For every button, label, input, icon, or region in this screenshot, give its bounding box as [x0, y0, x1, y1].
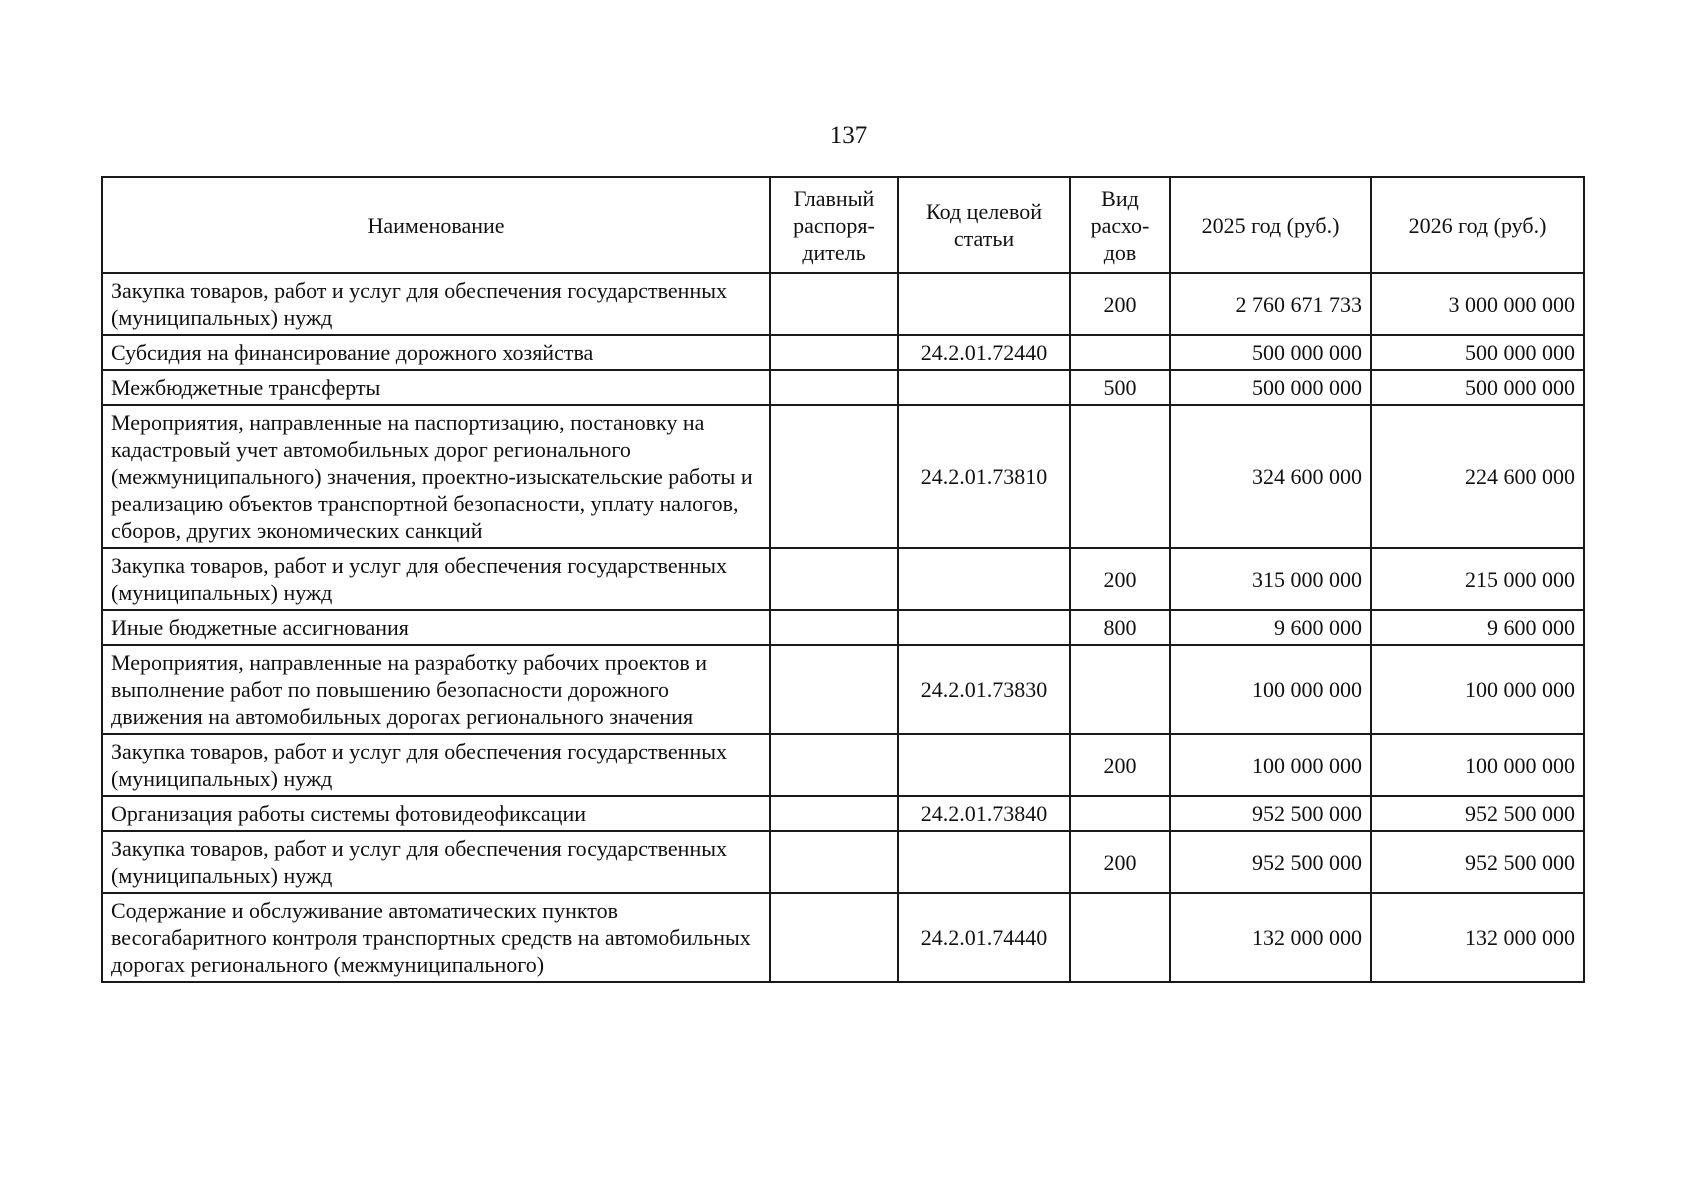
row-expense-type: 200: [1070, 273, 1170, 335]
row-target-code: 24.2.01.72440: [898, 335, 1070, 370]
row-amount-2026: 9 600 000: [1371, 610, 1584, 645]
row-amount-2025: 2 760 671 733: [1170, 273, 1371, 335]
row-target-code: [898, 831, 1070, 893]
table-row: [102, 335, 1584, 370]
row-expense-type: [1070, 405, 1170, 548]
header-target-code: Код целевой статьи: [898, 177, 1070, 273]
row-main-manager: [770, 893, 898, 982]
row-name: Закупка товаров, работ и услуг для обеспечения государственных (муниципальных) нужд: [102, 548, 770, 610]
row-amount-2025: 500 000 000: [1170, 335, 1371, 370]
row-amount-2026: 100 000 000: [1371, 645, 1584, 734]
row-main-manager: [770, 273, 898, 335]
row-target-code: 24.2.01.73830: [898, 645, 1070, 734]
row-target-code: 24.2.01.73840: [898, 796, 1070, 831]
table-row: [102, 273, 1584, 335]
row-expense-type: [1070, 796, 1170, 831]
row-main-manager: [770, 335, 898, 370]
row-name: Мероприятия, направленные на разработку рабочих проектов и выполнение работ по повышению безопасности дорожного движения на автомобильных дорогах регионального значения: [102, 645, 770, 734]
table-row: [102, 548, 1584, 610]
row-expense-type: 500: [1070, 370, 1170, 405]
row-amount-2025: 100 000 000: [1170, 645, 1371, 734]
row-name: Закупка товаров, работ и услуг для обеспечения государственных (муниципальных) нужд: [102, 734, 770, 796]
page-number: 137: [829, 122, 868, 149]
row-expense-type: [1070, 335, 1170, 370]
header-year-2026: 2026 год (руб.): [1371, 177, 1584, 273]
row-target-code: 24.2.01.74440: [898, 893, 1070, 982]
row-amount-2025: 500 000 000: [1170, 370, 1371, 405]
row-main-manager: [770, 370, 898, 405]
row-target-code: [898, 548, 1070, 610]
row-amount-2025: 100 000 000: [1170, 734, 1371, 796]
row-name: Закупка товаров, работ и услуг для обеспечения государственных (муниципальных) нужд: [102, 273, 770, 335]
row-amount-2025: 9 600 000: [1170, 610, 1371, 645]
row-main-manager: [770, 405, 898, 548]
row-amount-2025: 315 000 000: [1170, 548, 1371, 610]
header-expense-type: Вид расхо-дов: [1070, 177, 1170, 273]
row-main-manager: [770, 734, 898, 796]
table-row: [102, 893, 1584, 982]
row-name: Субсидия на финансирование дорожного хозяйства: [102, 335, 770, 370]
row-amount-2026: 224 600 000: [1371, 405, 1584, 548]
row-name: Закупка товаров, работ и услуг для обеспечения государственных (муниципальных) нужд: [102, 831, 770, 893]
row-name: Содержание и обслуживание автоматических пунктов весогабаритного контроля транспортных средств на автомобильных дорогах регионального (межмуниципального): [102, 893, 770, 982]
table-row: [102, 370, 1584, 405]
table-row: [102, 405, 1584, 548]
row-amount-2025: 952 500 000: [1170, 831, 1371, 893]
row-amount-2026: 500 000 000: [1371, 370, 1584, 405]
budget-table: [101, 176, 1585, 983]
header-name: Наименование: [102, 177, 770, 273]
row-expense-type: [1070, 645, 1170, 734]
row-amount-2025: 324 600 000: [1170, 405, 1371, 548]
row-expense-type: 200: [1070, 831, 1170, 893]
row-name: Организация работы системы фотовидеофиксации: [102, 796, 770, 831]
table-row: [102, 734, 1584, 796]
row-main-manager: [770, 831, 898, 893]
row-expense-type: 200: [1070, 734, 1170, 796]
row-amount-2025: 952 500 000: [1170, 796, 1371, 831]
row-main-manager: [770, 645, 898, 734]
table-row: [102, 796, 1584, 831]
row-main-manager: [770, 796, 898, 831]
row-main-manager: [770, 548, 898, 610]
row-name: Мероприятия, направленные на паспортизацию, постановку на кадастровый учет автомобильных дорог регионального (межмуниципального) значения, проектно-изыскательские работы и реализацию объектов транспортной безопасности, уплату налогов, сборов, других экономических санкций: [102, 405, 770, 548]
row-expense-type: [1070, 893, 1170, 982]
row-name: Межбюджетные трансферты: [102, 370, 770, 405]
table-row: [102, 831, 1584, 893]
table-header-row: [102, 177, 1584, 273]
row-amount-2026: 952 500 000: [1371, 831, 1584, 893]
row-main-manager: [770, 610, 898, 645]
row-amount-2026: 132 000 000: [1371, 893, 1584, 982]
header-year-2025: 2025 год (руб.): [1170, 177, 1371, 273]
row-target-code: [898, 610, 1070, 645]
row-expense-type: 800: [1070, 610, 1170, 645]
row-amount-2026: 952 500 000: [1371, 796, 1584, 831]
table-row: [102, 610, 1584, 645]
row-expense-type: 200: [1070, 548, 1170, 610]
row-amount-2026: 500 000 000: [1371, 335, 1584, 370]
row-amount-2026: 3 000 000 000: [1371, 273, 1584, 335]
row-target-code: 24.2.01.73810: [898, 405, 1070, 548]
row-amount-2025: 132 000 000: [1170, 893, 1371, 982]
row-name: Иные бюджетные ассигнования: [102, 610, 770, 645]
header-main-manager: Главный распоря-дитель: [770, 177, 898, 273]
table-row: [102, 645, 1584, 734]
row-amount-2026: 100 000 000: [1371, 734, 1584, 796]
row-target-code: [898, 734, 1070, 796]
row-target-code: [898, 370, 1070, 405]
row-amount-2026: 215 000 000: [1371, 548, 1584, 610]
row-target-code: [898, 273, 1070, 335]
